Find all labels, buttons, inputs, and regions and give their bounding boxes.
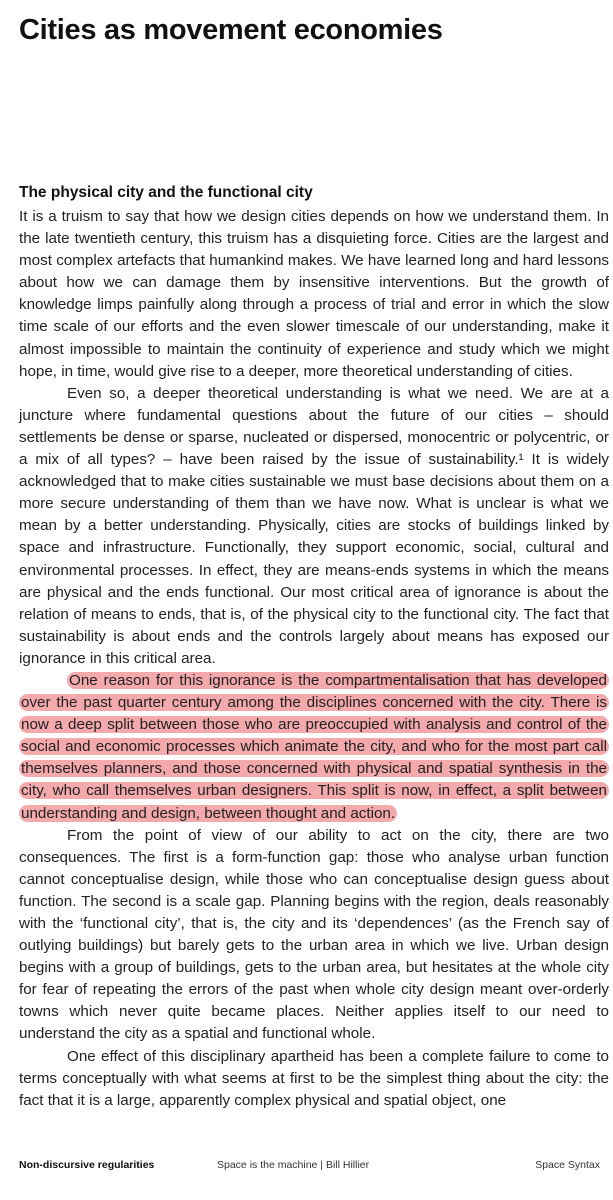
paragraph-4: From the point of view of our ability to act on the city, there are two consequences. The first is a form-function gap: those who analyse urban function cannot conceptualise design, while those who can conceptualise design guess about function. The second is a scale gap. Planning begins with the region, deals reasonably with the ‘functional city’, that is, the city and its ‘dependences’ (as the French say of outlying buildings) but barely gets to the urban area in which we live. Urban design begins with a group of buildings, gets to the urban area, but hesitates at the whole city for fear of repeating the errors of the past when whole city design meant over-orderly towns which never quite became places. Neither applies itself to our need to understand the city as a spatial and functional whole. (19, 826, 609, 1043)
paragraph-1: It is a truism to say that how we design cities depends on how we understand them. In the late twentieth century, this truism has a disquieting force. Cities are the largest and most complex artefacts that humankind makes. We have learned long and hard lessons about how we can damage them by insensitive interventions. But the growth of knowledge limps painfully along through a process of trial and error in which the slow time scale of our efforts and the even slower timescale of our understanding, make it almost impossible to maintain the continuity of experience and study which we might hope, in time, would give rise to a deeper, more theoretical understanding of cities. (19, 208, 609, 380)
footer-section-name: Non-discursive regularities (19, 1159, 155, 1171)
paragraph-3-highlighted (19, 670, 609, 825)
highlighted-passage: One reason for this ignorance is the compartmentalisation that has developed over the past quarter century among the disciplines concerned with the city. There is now a deep split between those who are preoccupied with analysis and control of the social and economic processes which animate the city, and who for the most part call themselves planners, and those concerned with physical and spatial synthesis in the city, who call themselves urban designers. This split is now, in effect, a split between understanding and design, between thought and action. (21, 671, 607, 822)
footer-book-title: Space is the machine | Bill Hillier (217, 1159, 370, 1171)
section-heading: The physical city and the functional city (19, 184, 313, 201)
body-text (19, 206, 609, 1112)
paragraph-5: One effect of this disciplinary apartheid has been a complete failure to come to terms conceptually with what seems at first to be the simplest thing about the city: the fact that it is a large, apparently complex physical and spatial object, one (19, 1047, 609, 1109)
footer-publisher: Space Syntax (535, 1159, 600, 1171)
page-title: Cities as movement economies (19, 14, 443, 46)
paragraph-2: Even so, a deeper theoretical understanding is what we need. We are at a juncture where fundamental questions about the future of our cities – should settlements be dense or sparse, nucleated or dispersed, monocentric or polycentric, or a mix of all types? – have been raised by the issue of sustainability.¹ It is widely acknowledged that to make cities sustainable we must base decisions about them on a more secure understanding of them than we have now. What is unclear is what we mean by a better understanding. Physically, cities are stocks of buildings linked by space and infrastructure. Functionally, they support economic, social, cultural and environmental processes. In effect, they are means-ends systems in which the means are physical and the ends functional. Our most critical area of ignorance is about the relation of means to ends, that is, of the physical city to the functional city. The fact that sustainability is about ends and the controls largely about means has exposed our ignorance in this critical area. (19, 384, 609, 667)
